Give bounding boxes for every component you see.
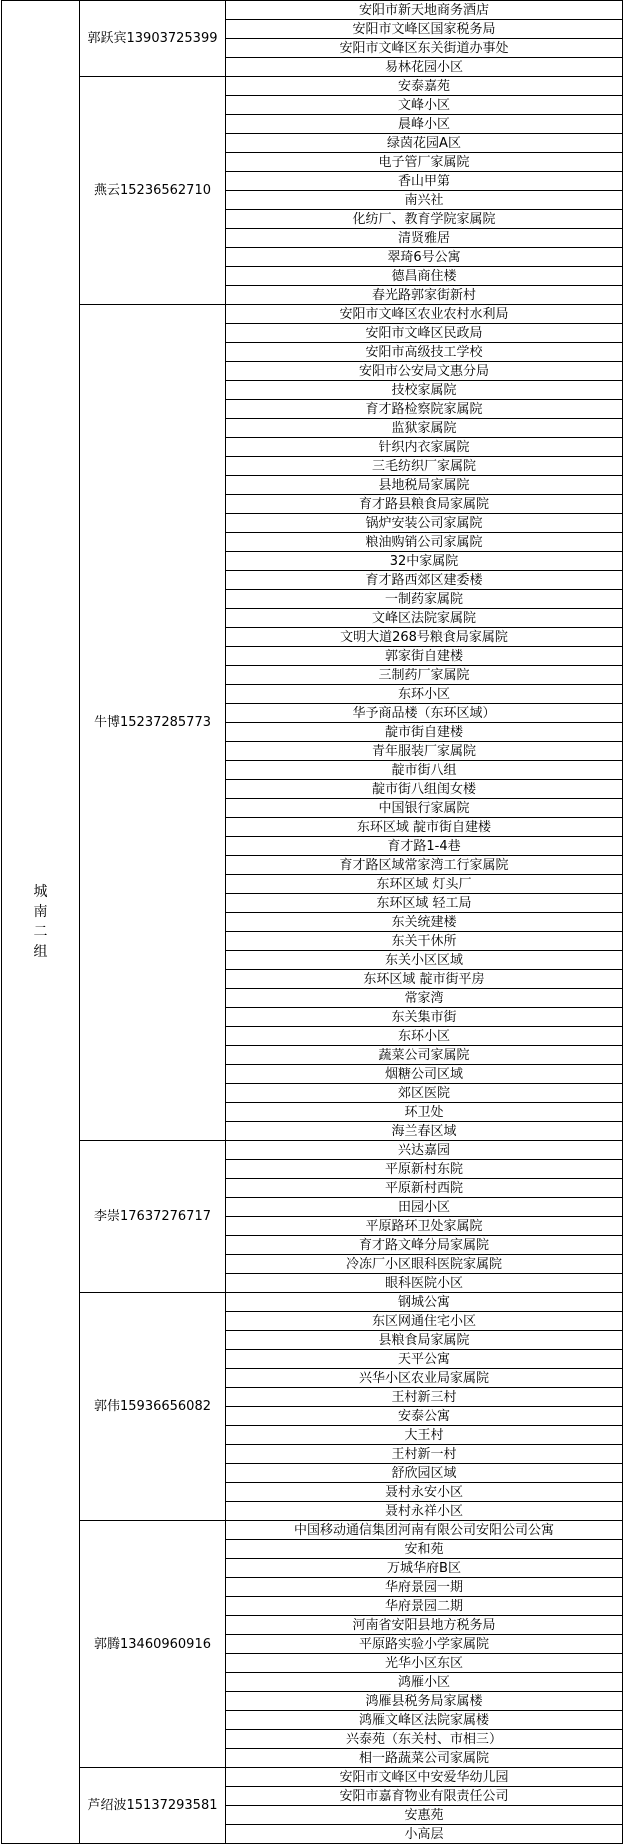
location-cell: 粮油购销公司家属院	[226, 533, 623, 552]
location-cell: 河南省安阳县地方税务局	[226, 1616, 623, 1635]
location-cell: 靛市街八组	[226, 761, 623, 780]
location-cell: 华府景园一期	[226, 1578, 623, 1597]
location-cell: 王村新三村	[226, 1388, 623, 1407]
person-cell: 郭伟15936656082	[80, 1293, 226, 1521]
location-cell: 鸿雁县税务局家属楼	[226, 1692, 623, 1711]
location-cell: 育才路文峰分局家属院	[226, 1236, 623, 1255]
group-label: 城南二组	[33, 884, 48, 960]
location-cell: 平原新村东院	[226, 1160, 623, 1179]
location-cell: 针织内衣家属院	[226, 438, 623, 457]
location-cell: 东环小区	[226, 1027, 623, 1046]
location-cell: 文明大道268号粮食局家属院	[226, 628, 623, 647]
person-cell: 燕云15236562710	[80, 77, 226, 305]
location-cell: 光华小区东区	[226, 1654, 623, 1673]
location-cell: 海兰春区域	[226, 1122, 623, 1141]
location-cell: 安阳市文峰区国家税务局	[226, 20, 623, 39]
location-cell: 文峰小区	[226, 96, 623, 115]
location-cell: 一制药家属院	[226, 590, 623, 609]
table-row	[2, 1, 623, 20]
location-cell: 安阳市新天地商务酒店	[226, 1, 623, 20]
location-cell: 常家湾	[226, 989, 623, 1008]
location-cell: 郊区医院	[226, 1084, 623, 1103]
location-cell: 大王村	[226, 1426, 623, 1445]
location-cell: 翠琦6号公寓	[226, 248, 623, 267]
location-cell: 东关集市街	[226, 1008, 623, 1027]
location-cell: 育才路西郊区建委楼	[226, 571, 623, 590]
location-cell: 聂村永祥小区	[226, 1502, 623, 1521]
location-cell: 清贤雅居	[226, 229, 623, 248]
location-cell: 青年服装厂家属院	[226, 742, 623, 761]
person-cell: 郭腾13460960916	[80, 1521, 226, 1768]
location-cell: 东环小区	[226, 685, 623, 704]
location-cell: 相一路蔬菜公司家属院	[226, 1749, 623, 1768]
location-cell: 育才路检察院家属院	[226, 400, 623, 419]
location-cell: 电子管厂家属院	[226, 153, 623, 172]
location-cell: 钢城公寓	[226, 1293, 623, 1312]
group-cell	[2, 1, 80, 1844]
location-cell: 王村新一村	[226, 1445, 623, 1464]
location-cell: 眼科医院小区	[226, 1274, 623, 1293]
location-cell: 监狱家属院	[226, 419, 623, 438]
location-cell: 东环区域 灯头厂	[226, 875, 623, 894]
location-cell: 冷冻厂小区眼科医院家属院	[226, 1255, 623, 1274]
location-cell: 鸿雁文峰区法院家属楼	[226, 1711, 623, 1730]
location-cell: 万城华府B区	[226, 1559, 623, 1578]
location-cell: 田园小区	[226, 1198, 623, 1217]
location-cell: 平原新村西院	[226, 1179, 623, 1198]
location-cell: 化纺厂、教育学院家属院	[226, 210, 623, 229]
location-cell: 晨峰小区	[226, 115, 623, 134]
location-cell: 春光路郭家街新村	[226, 286, 623, 305]
location-cell: 东环区域 轻工局	[226, 894, 623, 913]
location-cell: 中国银行家属院	[226, 799, 623, 818]
location-cell: 中国移动通信集团河南有限公司安阳公司公寓	[226, 1521, 623, 1540]
location-cell: 兴泰苑（东关村、市相三）	[226, 1730, 623, 1749]
location-cell: 锅炉安装公司家属院	[226, 514, 623, 533]
location-cell: 安阳市高级技工学校	[226, 343, 623, 362]
location-cell: 靛市街自建楼	[226, 723, 623, 742]
location-cell: 县地税局家属院	[226, 476, 623, 495]
location-cell: 舒欣园区域	[226, 1464, 623, 1483]
location-cell: 绿茵花园A区	[226, 134, 623, 153]
table-row	[2, 1768, 623, 1787]
location-cell: 东关小区区域	[226, 951, 623, 970]
location-cell: 技校家属院	[226, 381, 623, 400]
location-cell: 蔬菜公司家属院	[226, 1046, 623, 1065]
location-cell: 烟糖公司区域	[226, 1065, 623, 1084]
location-cell: 安阳市文峰区民政局	[226, 324, 623, 343]
location-cell: 东环区域 靛市街平房	[226, 970, 623, 989]
person-cell: 芦绍波15137293581	[80, 1768, 226, 1844]
location-cell: 安泰公寓	[226, 1407, 623, 1426]
location-cell: 东环区域 靛市街自建楼	[226, 818, 623, 837]
location-cell: 文峰区法院家属院	[226, 609, 623, 628]
person-cell: 牛博15237285773	[80, 305, 226, 1141]
location-cell: 安阳市文峰区农业农村水利局	[226, 305, 623, 324]
location-cell: 兴达嘉园	[226, 1141, 623, 1160]
location-cell: 三毛纺织厂家属院	[226, 457, 623, 476]
table-row	[2, 1141, 623, 1160]
location-cell: 华予商品楼（东环区域）	[226, 704, 623, 723]
location-cell: 东关干休所	[226, 932, 623, 951]
person-cell: 李崇17637276717	[80, 1141, 226, 1293]
location-cell: 聂村永安小区	[226, 1483, 623, 1502]
location-cell: 东关统建楼	[226, 913, 623, 932]
location-cell: 兴华小区农业局家属院	[226, 1369, 623, 1388]
location-cell: 安泰嘉苑	[226, 77, 623, 96]
location-cell: 安惠苑	[226, 1806, 623, 1825]
location-cell: 德昌商住楼	[226, 267, 623, 286]
location-cell: 环卫处	[226, 1103, 623, 1122]
location-cell: 安阳市文峰区东关街道办事处	[226, 39, 623, 58]
location-cell: 育才路区域常家湾工行家属院	[226, 856, 623, 875]
location-cell: 安阳市公安局文惠分局	[226, 362, 623, 381]
person-cell: 郭跃宾13903725399	[80, 1, 226, 77]
location-cell: 32中家属院	[226, 552, 623, 571]
location-cell: 育才路县粮食局家属院	[226, 495, 623, 514]
location-cell: 香山甲第	[226, 172, 623, 191]
location-cell: 平原路环卫处家属院	[226, 1217, 623, 1236]
location-cell: 小高层	[226, 1825, 623, 1844]
location-cell: 安阳市嘉育物业有限责任公司	[226, 1787, 623, 1806]
table-row	[2, 1293, 623, 1312]
location-cell: 天平公寓	[226, 1350, 623, 1369]
location-cell: 郭家街自建楼	[226, 647, 623, 666]
table-row	[2, 1521, 623, 1540]
location-cell: 平原路实验小学家属院	[226, 1635, 623, 1654]
location-cell: 东区网通住宅小区	[226, 1312, 623, 1331]
table-row	[2, 77, 623, 96]
location-cell: 华府景园二期	[226, 1597, 623, 1616]
location-cell: 安和苑	[226, 1540, 623, 1559]
table-body	[2, 1, 623, 1844]
location-cell: 县粮食局家属院	[226, 1331, 623, 1350]
location-cell: 育才路1-4巷	[226, 837, 623, 856]
location-cell: 安阳市文峰区中安爱华幼儿园	[226, 1768, 623, 1787]
location-cell: 鸿雁小区	[226, 1673, 623, 1692]
location-cell: 易林花园小区	[226, 58, 623, 77]
location-cell: 南兴社	[226, 191, 623, 210]
location-cell: 三制药厂家属院	[226, 666, 623, 685]
location-cell: 靛市街八组闺女楼	[226, 780, 623, 799]
table-row	[2, 305, 623, 324]
assignment-table	[1, 0, 623, 1844]
